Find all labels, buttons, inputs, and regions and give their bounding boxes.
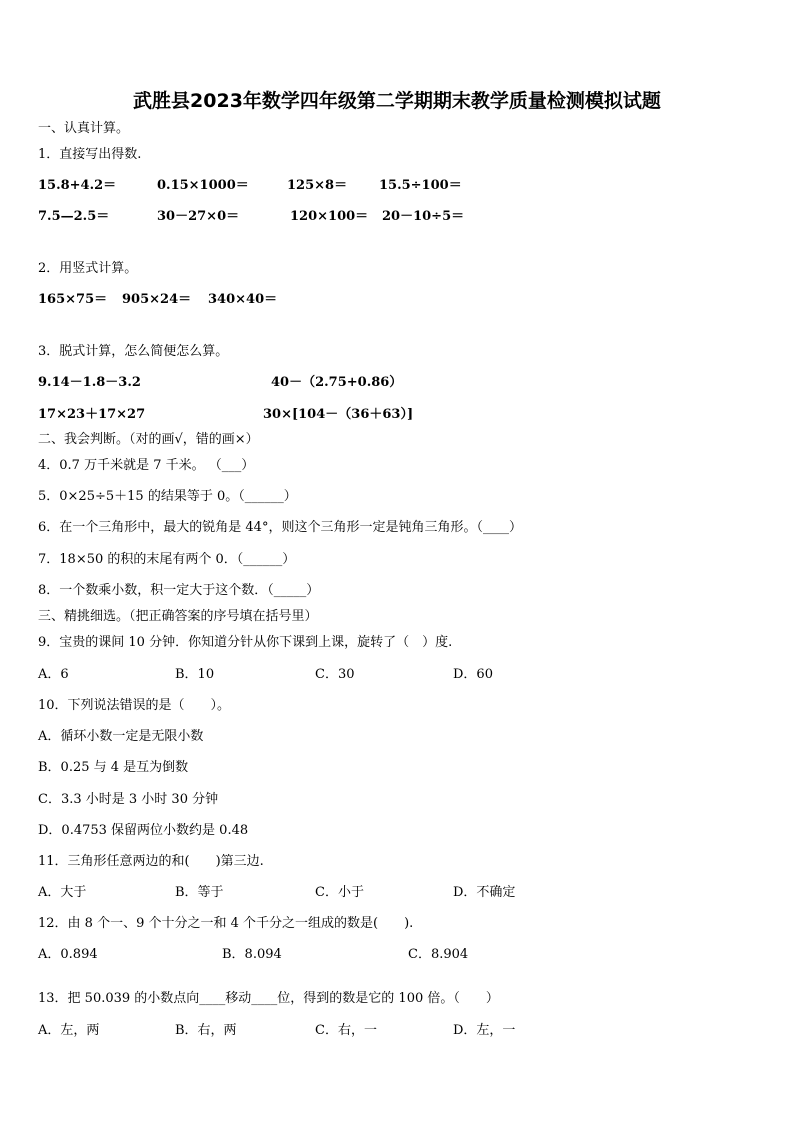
calc-item: 340×40＝ (208, 292, 278, 307)
calc-item: 7.5—2.5＝ (38, 209, 110, 224)
calc-item: 0.15×1000＝ (157, 178, 249, 193)
judge-item: 5．0×25÷5＋15 的结果等于 0。（______） (38, 489, 297, 504)
option: A．大于 (38, 885, 87, 900)
option: A．0.894 (38, 947, 98, 962)
question-3-label: 3．脱式计算，怎么简便怎么算。 (38, 344, 229, 359)
option: A．左，两 (38, 1023, 100, 1038)
question-10-stem: 10．下列说法错误的是（ ）。 (38, 698, 231, 713)
question-2-label: 2．用竖式计算。 (38, 261, 138, 276)
calc-item: 20－10÷5＝ (382, 209, 465, 224)
question-9-stem: 9．宝贵的课间 10 分钟．你知道分针从你下课到上课，旋转了（ ）度. (38, 635, 453, 650)
question-1-label: 1．直接写出得数. (38, 147, 142, 162)
option: C．右，一 (315, 1023, 377, 1038)
judge-item: 4．0.7 万千米就是 7 千米。 （___） (38, 458, 255, 473)
option: D．60 (453, 667, 493, 682)
judge-item: 6．在一个三角形中，最大的锐角是 44°，则这个三角形一定是钝角三角形。（____） (38, 520, 522, 535)
question-11-stem: 11．三角形任意两边的和( )第三边. (38, 854, 264, 869)
section-1-heading: 一、认真计算。 (38, 121, 130, 136)
page-title: 武胜县2023年数学四年级第二学期期末教学质量检测模拟试题 (133, 90, 661, 112)
option: D．0.4753 保留两位小数约是 0.48 (38, 823, 249, 838)
option: A．6 (38, 667, 69, 682)
option: B．0.25 与 4 是互为倒数 (38, 760, 189, 775)
calc-item: 30×[104－（36＋63）] (263, 407, 414, 422)
calc-item: 15.5÷100＝ (379, 178, 462, 193)
question-13-stem: 13．把 50.039 的小数点向____移动____位，得到的数是它的 100 倍。（ ） (38, 991, 499, 1006)
option: C．小于 (315, 885, 364, 900)
option: D．左，一 (453, 1023, 516, 1038)
section-2-heading: 二、我会判断。（对的画√，错的画×） (38, 432, 259, 447)
calc-item: 125×8＝ (287, 178, 348, 193)
question-12-stem: 12．由 8 个一、9 个十分之一和 4 个千分之一组成的数是( ). (38, 916, 414, 931)
option: C．8.904 (408, 947, 469, 962)
section-3-heading: 三、精挑细选。（把正确答案的序号填在括号里） (38, 609, 318, 624)
option: B．10 (175, 667, 215, 682)
calc-item: 165×75＝ (38, 292, 108, 307)
judge-item: 8．一个数乘小数，积一定大于这个数．（_____） (38, 583, 320, 598)
option: C．30 (315, 667, 355, 682)
option: B．等于 (175, 885, 224, 900)
option: D．不确定 (453, 885, 516, 900)
calc-item: 17×23＋17×27 (38, 407, 146, 422)
calc-item: 120×100＝ (290, 209, 369, 224)
judge-item: 7．18×50 的积的末尾有两个 0．（______） (38, 552, 296, 567)
calc-item: 40－（2.75+0.86） (271, 375, 403, 390)
calc-item: 905×24＝ (122, 292, 192, 307)
calc-item: 9.14－1.8－3.2 (38, 375, 141, 390)
option: B．右，两 (175, 1023, 237, 1038)
option: C．3.3 小时是 3 小时 30 分钟 (38, 792, 219, 807)
calc-item: 15.8+4.2＝ (38, 178, 117, 193)
option: B．8.094 (222, 947, 282, 962)
option: A．循环小数一定是无限小数 (38, 729, 204, 744)
calc-item: 30－27×0＝ (157, 209, 240, 224)
